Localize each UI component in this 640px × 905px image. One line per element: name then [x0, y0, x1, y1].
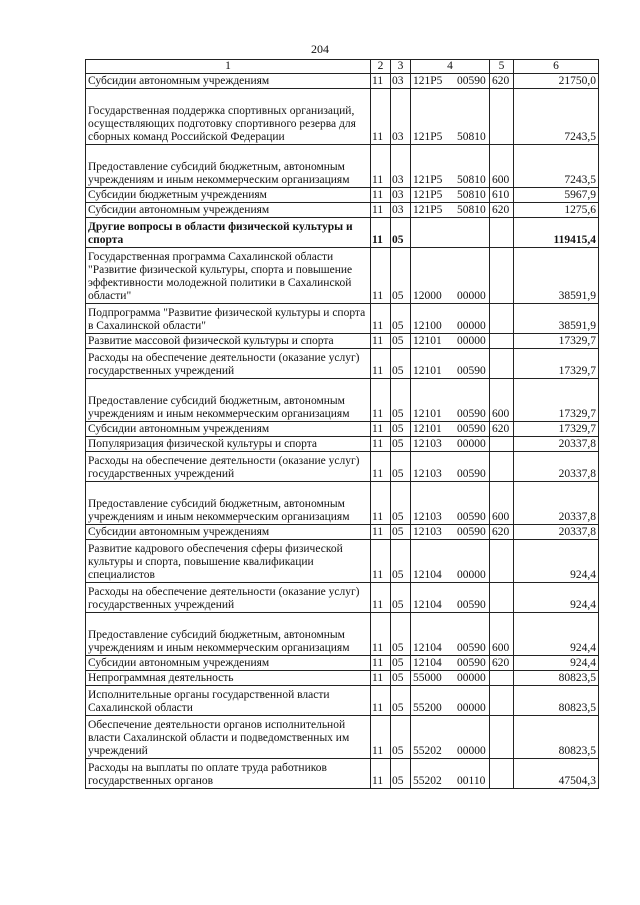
- table-row: [86, 304, 599, 334]
- table-row: [86, 482, 599, 525]
- target-article-direction: 00590: [457, 468, 486, 480]
- row-description: Субсидии автономным учреждениям: [86, 203, 371, 218]
- target-article-code: [411, 759, 490, 789]
- target-article-direction: 50810: [457, 174, 486, 186]
- subsection-code: 05: [391, 437, 411, 452]
- target-article-program: 12000: [413, 290, 442, 302]
- section-code: 11: [371, 203, 391, 218]
- amount-value: 17329,7: [514, 379, 599, 422]
- section-code: 11: [371, 671, 391, 686]
- section-code: 11: [371, 188, 391, 203]
- target-article-program: 121P5: [413, 204, 443, 216]
- table-row: [86, 613, 599, 656]
- table-row: [86, 656, 599, 671]
- amount-value: 38591,9: [514, 248, 599, 304]
- row-description: Субсидии автономным учреждениям: [86, 422, 371, 437]
- target-article-program: 121P5: [413, 131, 443, 143]
- target-article-code: [411, 716, 490, 759]
- target-article-program: 12103: [413, 468, 442, 480]
- section-code: 11: [371, 656, 391, 671]
- target-article-code: [411, 349, 490, 379]
- expense-type-code: [490, 583, 514, 613]
- subsection-code: 05: [391, 656, 411, 671]
- target-article-code: [411, 583, 490, 613]
- row-description: Популяризация физической культуры и спорта: [86, 437, 371, 452]
- section-code: 11: [371, 74, 391, 89]
- target-article-program: 121P5: [413, 75, 443, 87]
- subsection-code: 03: [391, 203, 411, 218]
- target-article-direction: 00590: [457, 408, 486, 420]
- table-row: [86, 379, 599, 422]
- target-article-code: [411, 422, 490, 437]
- amount-value: 924,4: [514, 540, 599, 583]
- amount-value: 47504,3: [514, 759, 599, 789]
- row-description: Расходы на обеспечение деятельности (оказание услуг) государственных учреждений: [86, 452, 371, 482]
- amount-value: 21750,0: [514, 74, 599, 89]
- subsection-code: 05: [391, 349, 411, 379]
- amount-value: 924,4: [514, 583, 599, 613]
- subsection-code: 05: [391, 759, 411, 789]
- target-article-direction: 00000: [457, 438, 486, 450]
- target-article-program: 12104: [413, 569, 442, 581]
- subsection-code: 05: [391, 716, 411, 759]
- target-article-direction: 00590: [457, 75, 486, 87]
- target-article-direction: 00000: [457, 702, 486, 714]
- section-code: 11: [371, 452, 391, 482]
- table-row: [86, 89, 599, 145]
- target-article-code: [411, 437, 490, 452]
- table-row: [86, 349, 599, 379]
- amount-value: 20337,8: [514, 525, 599, 540]
- target-article-code: [411, 671, 490, 686]
- expense-type-code: [490, 452, 514, 482]
- table-row: [86, 203, 599, 218]
- table-row: [86, 452, 599, 482]
- row-description: Другие вопросы в области физической культуры и спорта: [86, 218, 371, 248]
- row-description: Субсидии автономным учреждениям: [86, 74, 371, 89]
- section-code: 11: [371, 248, 391, 304]
- table-row: [86, 525, 599, 540]
- column-header: 5: [490, 60, 514, 74]
- subsection-code: 05: [391, 482, 411, 525]
- target-article-code: [411, 525, 490, 540]
- expense-type-code: 600: [490, 482, 514, 525]
- target-article-program: 12101: [413, 423, 442, 435]
- target-article-program: 55202: [413, 745, 442, 757]
- amount-value: 924,4: [514, 656, 599, 671]
- target-article-code: [411, 248, 490, 304]
- target-article-code: [411, 482, 490, 525]
- page-number: 204: [311, 42, 329, 56]
- target-article-direction: 50810: [457, 189, 486, 201]
- section-code: 11: [371, 422, 391, 437]
- expense-type-code: 620: [490, 422, 514, 437]
- amount-value: 80823,5: [514, 671, 599, 686]
- expense-type-code: 600: [490, 145, 514, 188]
- subsection-code: 05: [391, 613, 411, 656]
- row-description: Предоставление субсидий бюджетным, автономным учреждениям и иным некоммерческим организациям: [86, 379, 371, 422]
- target-article-program: 12103: [413, 526, 442, 538]
- target-article-code: [411, 379, 490, 422]
- table-row: [86, 671, 599, 686]
- amount-value: 7243,5: [514, 89, 599, 145]
- budget-table: [85, 59, 599, 789]
- expense-type-code: 620: [490, 203, 514, 218]
- target-article-program: 55202: [413, 775, 442, 787]
- target-article-program: 12103: [413, 438, 442, 450]
- expense-type-code: 610: [490, 188, 514, 203]
- target-article-code: [411, 89, 490, 145]
- amount-value: 20337,8: [514, 452, 599, 482]
- row-description: Государственная программа Сахалинской области "Развитие физической культуры, спорта и повышение эффективности молодежной политики в Сахалинской области": [86, 248, 371, 304]
- amount-value: 119415,4: [514, 218, 599, 248]
- subsection-code: 03: [391, 145, 411, 188]
- expense-type-code: [490, 686, 514, 716]
- section-code: 11: [371, 482, 391, 525]
- expense-type-code: [490, 759, 514, 789]
- table-row: [86, 248, 599, 304]
- target-article-program: 12100: [413, 320, 442, 332]
- target-article-code: [411, 686, 490, 716]
- target-article-code: [411, 656, 490, 671]
- expense-type-code: 620: [490, 525, 514, 540]
- section-code: 11: [371, 540, 391, 583]
- target-article-code: [411, 613, 490, 656]
- section-code: 11: [371, 525, 391, 540]
- target-article-code: [411, 304, 490, 334]
- target-article-code: [411, 334, 490, 349]
- target-article-direction: 00590: [457, 365, 486, 377]
- target-article-program: 12104: [413, 599, 442, 611]
- table-row: [86, 422, 599, 437]
- target-article-direction: 00590: [457, 599, 486, 611]
- expense-type-code: 620: [490, 656, 514, 671]
- row-description: Исполнительные органы государственной власти Сахалинской области: [86, 686, 371, 716]
- subsection-code: 05: [391, 686, 411, 716]
- target-article-code: [411, 74, 490, 89]
- target-article-direction: 50810: [457, 204, 486, 216]
- expense-type-code: 600: [490, 379, 514, 422]
- expense-type-code: [490, 218, 514, 248]
- target-article-direction: 00590: [457, 642, 486, 654]
- amount-value: 5967,9: [514, 188, 599, 203]
- amount-value: 20337,8: [514, 437, 599, 452]
- table-row: [86, 334, 599, 349]
- column-header: 2: [371, 60, 391, 74]
- table-row: [86, 145, 599, 188]
- subsection-code: 05: [391, 304, 411, 334]
- section-code: 11: [371, 437, 391, 452]
- target-article-program: 12101: [413, 335, 442, 347]
- subsection-code: 03: [391, 74, 411, 89]
- expense-type-code: [490, 334, 514, 349]
- target-article-code: [411, 218, 490, 248]
- subsection-code: 05: [391, 334, 411, 349]
- row-description: Субсидии автономным учреждениям: [86, 525, 371, 540]
- column-header: 3: [391, 60, 411, 74]
- amount-value: 20337,8: [514, 482, 599, 525]
- target-article-direction: 00590: [457, 423, 486, 435]
- amount-value: 1275,6: [514, 203, 599, 218]
- amount-value: 17329,7: [514, 334, 599, 349]
- subsection-code: 05: [391, 218, 411, 248]
- row-description: Непрограммная деятельность: [86, 671, 371, 686]
- expense-type-code: 600: [490, 613, 514, 656]
- row-description: Обеспечение деятельности органов исполнительной власти Сахалинской области и подведомственных им учреждений: [86, 716, 371, 759]
- column-header: 1: [86, 60, 371, 74]
- subsection-code: 05: [391, 671, 411, 686]
- table-row: [86, 540, 599, 583]
- target-article-direction: 00590: [457, 526, 486, 538]
- expense-type-code: [490, 671, 514, 686]
- target-article-program: 121P5: [413, 189, 443, 201]
- subsection-code: 03: [391, 89, 411, 145]
- column-header: 4: [411, 60, 490, 74]
- target-article-direction: 00000: [457, 569, 486, 581]
- row-description: Расходы на выплаты по оплате труда работников государственных органов: [86, 759, 371, 789]
- target-article-direction: 00000: [457, 290, 486, 302]
- table-header-row: [86, 60, 599, 74]
- row-description: Расходы на обеспечение деятельности (оказание услуг) государственных учреждений: [86, 583, 371, 613]
- expense-type-code: [490, 540, 514, 583]
- amount-value: 7243,5: [514, 145, 599, 188]
- amount-value: 17329,7: [514, 422, 599, 437]
- target-article-direction: 00110: [457, 775, 486, 787]
- subsection-code: 05: [391, 248, 411, 304]
- target-article-direction: 00590: [457, 511, 486, 523]
- target-article-program: 12101: [413, 408, 442, 420]
- column-header: 6: [514, 60, 599, 74]
- amount-value: 17329,7: [514, 349, 599, 379]
- target-article-program: 55000: [413, 672, 442, 684]
- target-article-code: [411, 203, 490, 218]
- row-description: Субсидии автономным учреждениям: [86, 656, 371, 671]
- subsection-code: 05: [391, 452, 411, 482]
- expense-type-code: [490, 248, 514, 304]
- table-row: [86, 583, 599, 613]
- subsection-code: 05: [391, 525, 411, 540]
- table-row: [86, 686, 599, 716]
- amount-value: 924,4: [514, 613, 599, 656]
- row-description: Подпрограмма "Развитие физической культуры и спорта в Сахалинской области": [86, 304, 371, 334]
- target-article-code: [411, 452, 490, 482]
- section-code: 11: [371, 379, 391, 422]
- target-article-program: 12101: [413, 365, 442, 377]
- subsection-code: 03: [391, 188, 411, 203]
- section-code: 11: [371, 349, 391, 379]
- row-description: Развитие кадрового обеспечения сферы физической культуры и спорта, повышение квалификации специалистов: [86, 540, 371, 583]
- section-code: 11: [371, 334, 391, 349]
- target-article-code: [411, 188, 490, 203]
- row-description: Расходы на обеспечение деятельности (оказание услуг) государственных учреждений: [86, 349, 371, 379]
- row-description: Предоставление субсидий бюджетным, автономным учреждениям и иным некоммерческим организациям: [86, 613, 371, 656]
- section-code: 11: [371, 759, 391, 789]
- table-row: [86, 74, 599, 89]
- section-code: 11: [371, 613, 391, 656]
- target-article-direction: 00590: [457, 657, 486, 669]
- row-description: Предоставление субсидий бюджетным, автономным учреждениям и иным некоммерческим организациям: [86, 482, 371, 525]
- subsection-code: 05: [391, 422, 411, 437]
- target-article-program: 12104: [413, 657, 442, 669]
- target-article-program: 121P5: [413, 174, 443, 186]
- amount-value: 38591,9: [514, 304, 599, 334]
- target-article-code: [411, 145, 490, 188]
- expense-type-code: [490, 437, 514, 452]
- row-description: Предоставление субсидий бюджетным, автономным учреждениям и иным некоммерческим организациям: [86, 145, 371, 188]
- expense-type-code: [490, 89, 514, 145]
- section-code: 11: [371, 304, 391, 334]
- table-row: [86, 188, 599, 203]
- row-description: Государственная поддержка спортивных организаций, осуществляющих подготовку спортивного резерва для сборных команд Российской Федерации: [86, 89, 371, 145]
- expense-type-code: [490, 304, 514, 334]
- subsection-code: 05: [391, 540, 411, 583]
- target-article-direction: 00000: [457, 672, 486, 684]
- table-row: [86, 437, 599, 452]
- section-code: 11: [371, 145, 391, 188]
- row-description: Субсидии бюджетным учреждениям: [86, 188, 371, 203]
- section-code: 11: [371, 89, 391, 145]
- target-article-program: 12104: [413, 642, 442, 654]
- table-row: [86, 218, 599, 248]
- section-code: 11: [371, 716, 391, 759]
- target-article-direction: 50810: [457, 131, 486, 143]
- target-article-direction: 00000: [457, 320, 486, 332]
- expense-type-code: 620: [490, 74, 514, 89]
- section-code: 11: [371, 686, 391, 716]
- subsection-code: 05: [391, 379, 411, 422]
- target-article-direction: 00000: [457, 745, 486, 757]
- amount-value: 80823,5: [514, 716, 599, 759]
- target-article-program: 55200: [413, 702, 442, 714]
- target-article-code: [411, 540, 490, 583]
- expense-type-code: [490, 349, 514, 379]
- target-article-program: 12103: [413, 511, 442, 523]
- amount-value: 80823,5: [514, 686, 599, 716]
- target-article-direction: 00000: [457, 335, 486, 347]
- section-code: 11: [371, 583, 391, 613]
- subsection-code: 05: [391, 583, 411, 613]
- row-description: Развитие массовой физической культуры и спорта: [86, 334, 371, 349]
- table-row: [86, 759, 599, 789]
- expense-type-code: [490, 716, 514, 759]
- section-code: 11: [371, 218, 391, 248]
- table-row: [86, 716, 599, 759]
